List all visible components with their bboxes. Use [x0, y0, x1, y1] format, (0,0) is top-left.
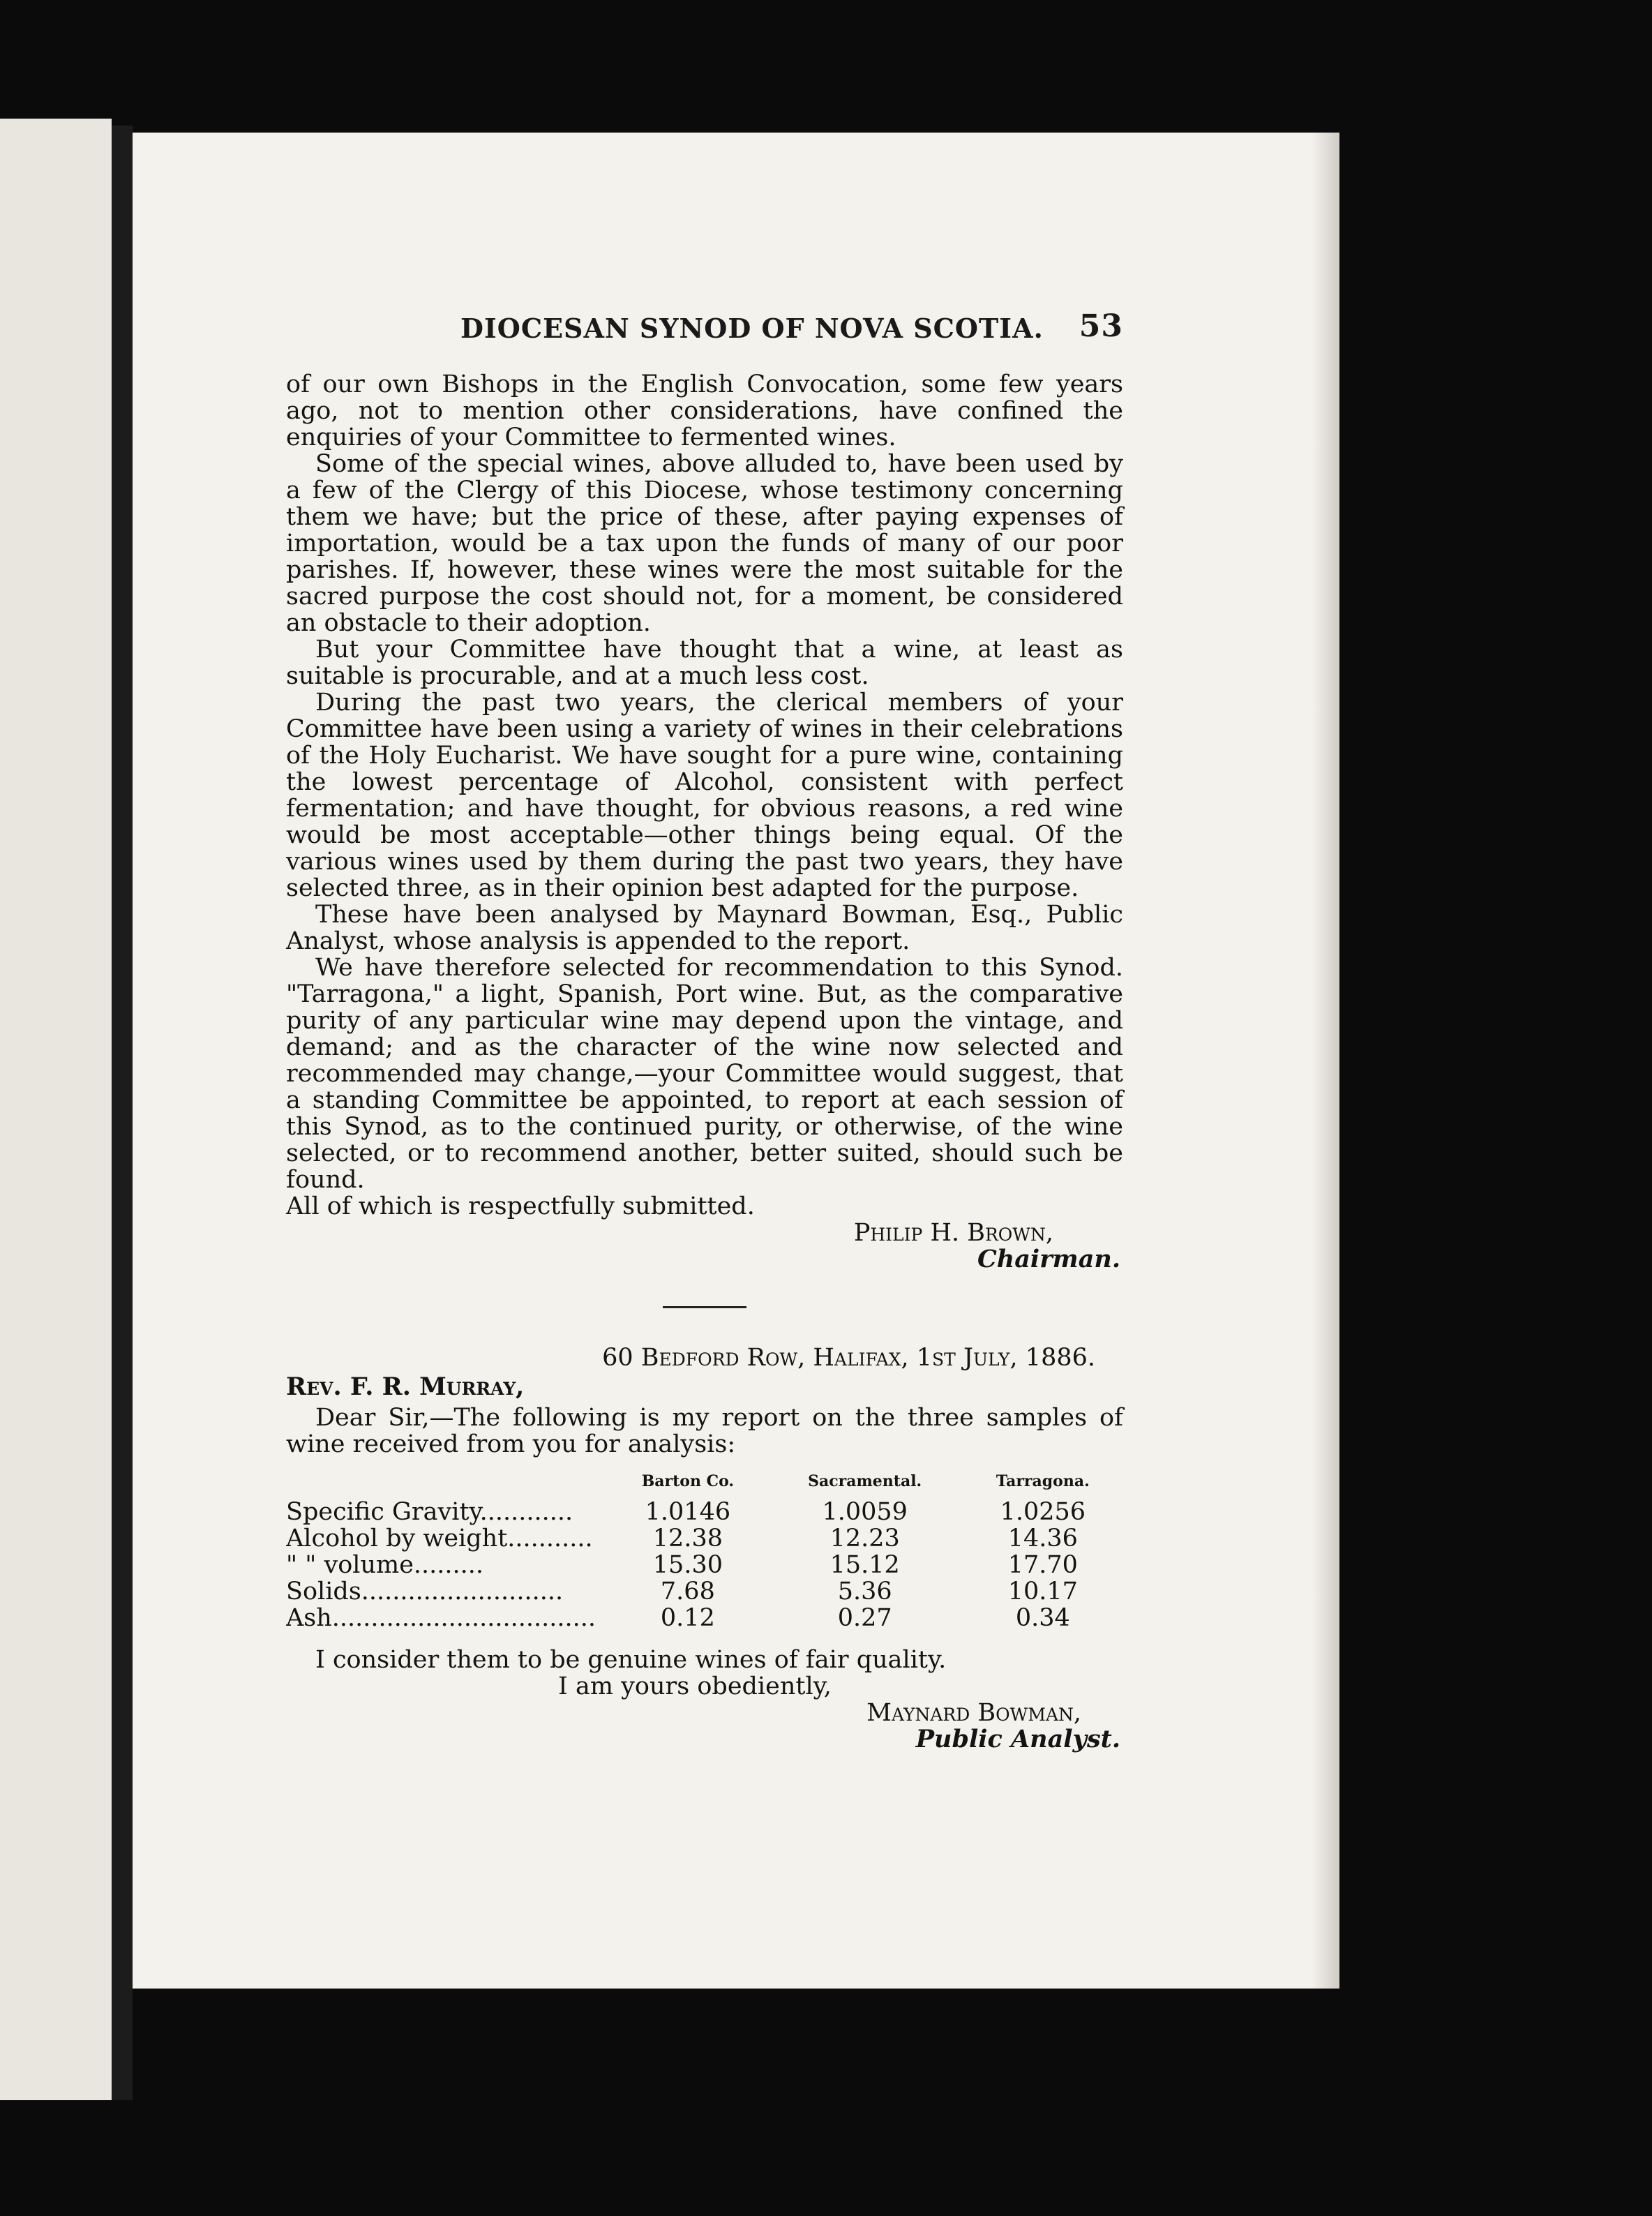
cell-value: 0.27: [837, 1604, 892, 1632]
section-divider: [663, 1306, 746, 1308]
letter-salutation: Dear Sir,—The following is my report on the three samples of wine received from you for analysis:: [286, 1404, 1123, 1458]
committee-signature-name: Philip H. Brown,: [853, 1219, 1053, 1247]
letter-conclusion: I consider them to be genuine wines of fair quality.: [315, 1646, 947, 1674]
table-header-barton: Barton Co.: [641, 1472, 735, 1490]
letter-signer-name: Maynard Bowman,: [866, 1699, 1081, 1727]
page-number: 53: [1079, 308, 1123, 344]
table-row: [286, 1499, 1123, 1525]
cell-value: 7.68: [660, 1578, 715, 1605]
table-row: [286, 1578, 1123, 1605]
cell-value: 15.30: [652, 1551, 723, 1579]
letter-valediction: I am yours obediently,: [558, 1672, 832, 1700]
left-page-edge: [0, 119, 112, 2100]
paragraph-6: We have therefore selected for recommendation to this Synod. "Tarragona," a light, Spanish, Port wine. But, as the comparative purity of any particular wine may depend upon the vintage, and demand; and as the character of the wine now selected and recommended may change,—your Committee would suggest, that a standing Committee be appointed, to report at each session of this Synod, as to the continued purity, or otherwise, of the wine selected, or to recommend another, better suited, should such be found.: [286, 954, 1123, 1194]
page-body: [286, 371, 1123, 1753]
table-row: [286, 1525, 1123, 1552]
row-label: " " volume.........: [286, 1552, 484, 1578]
cell-value: 0.34: [1015, 1604, 1070, 1632]
cell-value: 1.0059: [822, 1498, 908, 1526]
cell-value: 17.70: [1007, 1551, 1078, 1579]
table-header-tarragona: Tarragona.: [996, 1472, 1090, 1490]
running-title: DIOCESAN SYNOD OF NOVA SCOTIA.: [460, 313, 1044, 344]
cell-value: 0.12: [660, 1604, 715, 1632]
paragraph-1: of our own Bishops in the English Convocation, some few years ago, not to mention other considerations, have confined the enquiries of your Committee to fermented wines.: [286, 370, 1123, 451]
cell-value: 1.0146: [645, 1498, 731, 1526]
cell-value: 1.0256: [1000, 1498, 1086, 1526]
cell-value: 12.38: [652, 1525, 723, 1552]
cell-value: 12.23: [829, 1525, 900, 1552]
analysis-table-header: [286, 1467, 1123, 1499]
letter-address: 60 Bedford Row, Halifax, 1st July, 1886.: [602, 1344, 1095, 1372]
table-header-sacramental: Sacramental.: [808, 1472, 922, 1490]
paragraph-2: Some of the special wines, above alluded to, have been used by a few of the Clergy of this Diocese, whose testimony concerning them we have; but the price of these, after paying expenses of importation, would be a tax upon the funds of many of our poor parishes. If, however, these wines were the most suitable for the sacred purpose the cost should not, for a moment, be considered an obstacle to their adoption.: [286, 450, 1123, 637]
page-edge-shadow: [1312, 133, 1339, 1989]
paragraph-4: During the past two years, the clerical members of your Committee have been using a variety of wines in their celebrations of the Holy Eucharist. We have sought for a pure wine, containing the lowest percentage of Alcohol, consistent with perfect fermentation; and have thought, for obvious reasons, a red wine would be most acceptable—other things being equal. Of the various wines used by them during the past two years, they have selected three, as in their opinion best adapted for the purpose.: [286, 689, 1123, 902]
book-spine: [112, 126, 133, 2100]
paragraph-3: But your Committee have thought that a wine, at least as suitable is procurable, and at a much less cost.: [286, 636, 1123, 690]
letter-addressee: Rev. F. R. Murray,: [286, 1372, 525, 1401]
cell-value: 14.36: [1007, 1525, 1078, 1552]
committee-signature-role: Chairman.: [977, 1245, 1120, 1273]
table-row: [286, 1605, 1123, 1631]
row-label: Solids..........................: [286, 1578, 564, 1605]
table-header-blank: [286, 1467, 608, 1499]
committee-closing: All of which is respectfully submitted.: [286, 1192, 755, 1220]
row-label: Specific Gravity............: [286, 1499, 573, 1525]
cell-value: 15.12: [829, 1551, 900, 1579]
table-row: [286, 1552, 1123, 1578]
cell-value: 5.36: [837, 1578, 892, 1605]
cell-value: 10.17: [1007, 1578, 1078, 1605]
paragraph-5: These have been analysed by Maynard Bowman, Esq., Public Analyst, whose analysis is appended to the report.: [286, 901, 1123, 955]
row-label: Ash..................................: [286, 1605, 596, 1631]
letter-signer-role: Public Analyst.: [915, 1725, 1120, 1753]
row-label: Alcohol by weight...........: [286, 1525, 593, 1552]
analysis-table: [286, 1467, 1123, 1631]
